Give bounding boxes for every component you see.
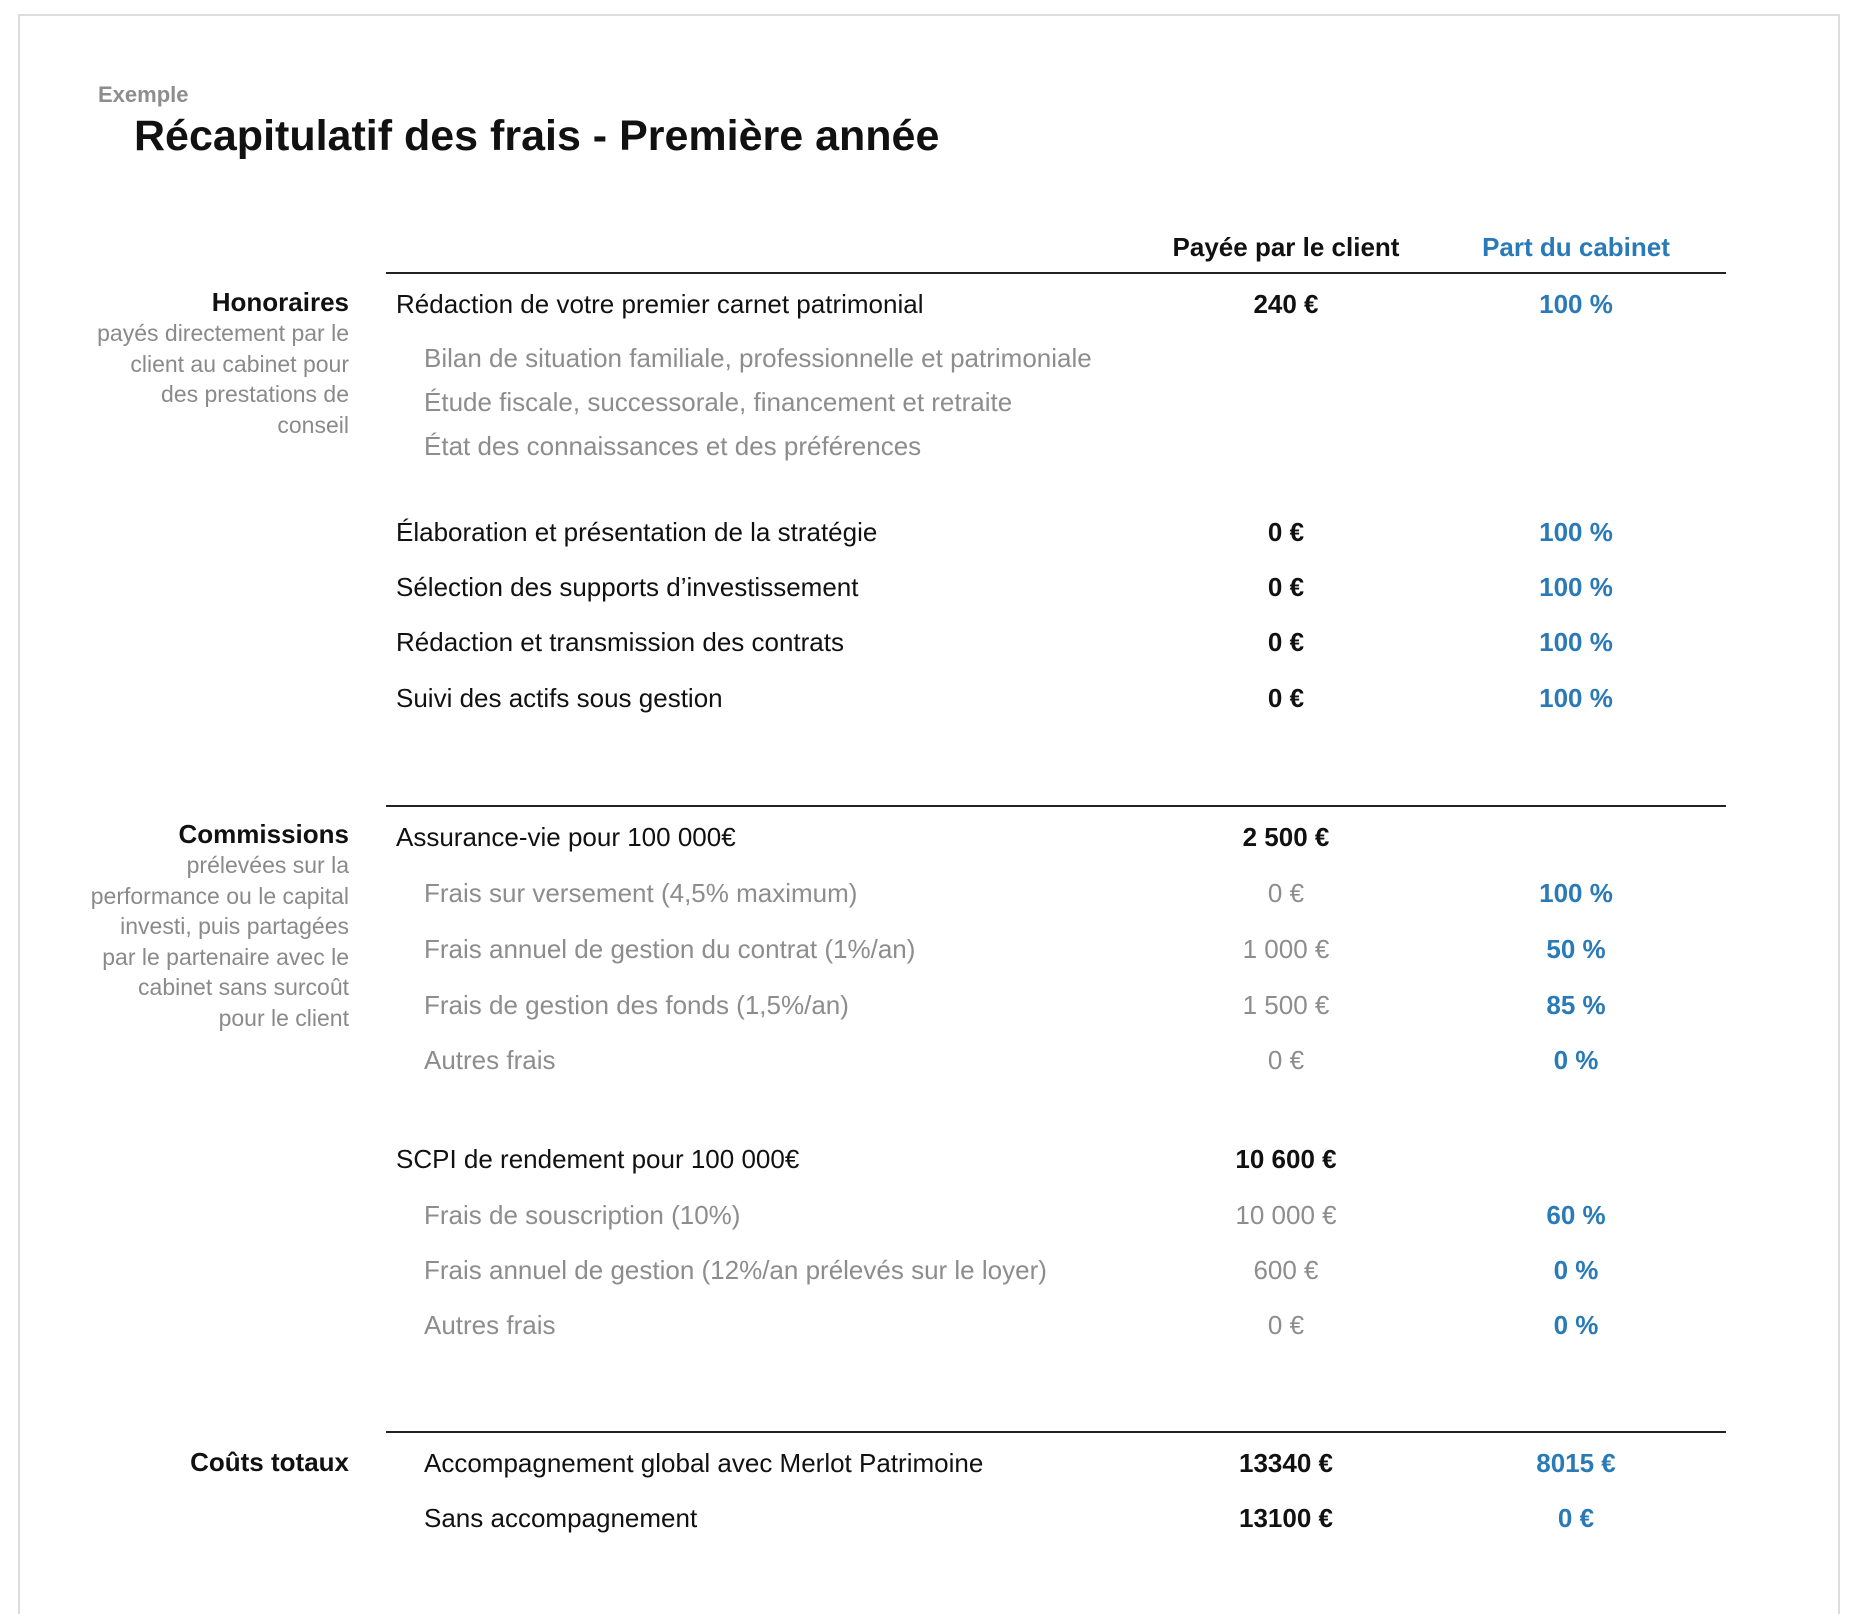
cabinet-share: 0 % <box>1553 1045 1599 1075</box>
cabinet-share: 0 % <box>1553 1310 1599 1340</box>
client-amount: 0 € <box>1267 683 1305 713</box>
section-title: Honoraires <box>211 287 349 317</box>
cabinet-share: 8015 € <box>1536 1448 1616 1478</box>
table-row <box>0 929 1852 969</box>
section-divider-commissions <box>386 805 1726 807</box>
cabinet-share: 100 % <box>1539 572 1613 602</box>
cabinet-share: 100 % <box>1539 517 1613 547</box>
client-amount: 0 € <box>1267 572 1305 602</box>
section-description: payés directement par le client au cabinet pour des prestations de conseil <box>97 320 349 438</box>
row-label: Frais de souscription (10%) <box>424 1200 741 1230</box>
eyebrow-label: Exemple <box>98 82 189 107</box>
client-amount: 10 600 € <box>1235 1144 1337 1174</box>
client-amount: 240 € <box>1253 289 1319 319</box>
column-header-client: Payée par le client <box>1172 232 1400 262</box>
section-title: Commissions <box>178 819 349 849</box>
table-row <box>0 1250 1852 1290</box>
detail-line: Bilan de situation familiale, professionnelle et patrimoniale <box>424 343 1092 373</box>
cabinet-share: 100 % <box>1539 627 1613 657</box>
table-row <box>0 1195 1852 1235</box>
row-label: Suivi des actifs sous gestion <box>396 683 723 713</box>
row-label: SCPI de rendement pour 100 000€ <box>396 1144 800 1174</box>
column-header-cabinet: Part du cabinet <box>1482 232 1670 262</box>
cabinet-share: 60 % <box>1546 1200 1606 1230</box>
table-row <box>0 622 1852 662</box>
cabinet-share: 50 % <box>1546 934 1606 964</box>
section-divider-honoraires <box>386 272 1726 274</box>
row-label: Accompagnement global avec Merlot Patrimoine <box>424 1448 984 1478</box>
client-amount: 0 € <box>1267 1045 1305 1075</box>
table-row <box>0 1443 1852 1483</box>
section-title: Coûts totaux <box>190 1447 349 1477</box>
section-description: prélevées sur la performance ou le capital investi, puis partagées par le partenaire avec le cabinet sans surcoût pour le client <box>90 852 349 1031</box>
detail-line: État des connaissances et des préférences <box>424 431 922 461</box>
client-amount: 0 € <box>1267 517 1305 547</box>
row-label: Sélection des supports d’investissement <box>396 572 859 602</box>
cabinet-share: 100 % <box>1539 683 1613 713</box>
cabinet-share: 85 % <box>1546 990 1606 1020</box>
cabinet-share: 0 % <box>1553 1255 1599 1285</box>
cabinet-share: 100 % <box>1539 878 1613 908</box>
table-row <box>0 817 1852 857</box>
client-amount: 1 500 € <box>1242 990 1330 1020</box>
row-label: Sans accompagnement <box>424 1503 698 1533</box>
client-amount: 13340 € <box>1239 1448 1333 1478</box>
page-title: Récapitulatif des frais - Première année <box>134 112 940 160</box>
client-amount: 0 € <box>1267 1310 1305 1340</box>
row-label: Rédaction et transmission des contrats <box>396 627 844 657</box>
client-amount: 600 € <box>1253 1255 1319 1285</box>
table-row <box>0 1139 1852 1179</box>
table-row <box>0 1040 1852 1080</box>
table-row <box>0 284 1852 324</box>
client-amount: 2 500 € <box>1242 822 1330 852</box>
table-row <box>0 985 1852 1025</box>
row-label: Frais sur versement (4,5% maximum) <box>424 878 858 908</box>
row-label: Assurance-vie pour 100 000€ <box>396 822 736 852</box>
detail-line: Étude fiscale, successorale, financement et retraite <box>424 387 1013 417</box>
table-row <box>0 678 1852 718</box>
row-label: Rédaction de votre premier carnet patrimonial <box>396 289 924 319</box>
row-label: Élaboration et présentation de la stratégie <box>396 517 878 547</box>
table-row <box>0 567 1852 607</box>
client-amount: 13100 € <box>1239 1503 1333 1533</box>
table-row <box>0 512 1852 552</box>
row-label: Autres frais <box>424 1310 556 1340</box>
client-amount: 0 € <box>1267 627 1305 657</box>
table-row <box>0 873 1852 913</box>
row-label: Frais annuel de gestion du contrat (1%/an) <box>424 934 916 964</box>
table-row <box>0 1305 1852 1345</box>
section-divider-totaux <box>386 1431 1726 1433</box>
cabinet-share: 0 € <box>1557 1503 1595 1533</box>
client-amount: 1 000 € <box>1242 934 1330 964</box>
cabinet-share: 100 % <box>1539 289 1613 319</box>
row-label: Autres frais <box>424 1045 556 1075</box>
client-amount: 0 € <box>1267 878 1305 908</box>
table-row <box>0 1498 1852 1538</box>
row-label: Frais annuel de gestion (12%/an prélevés sur le loyer) <box>424 1255 1047 1285</box>
client-amount: 10 000 € <box>1235 1200 1337 1230</box>
row-label: Frais de gestion des fonds (1,5%/an) <box>424 990 849 1020</box>
